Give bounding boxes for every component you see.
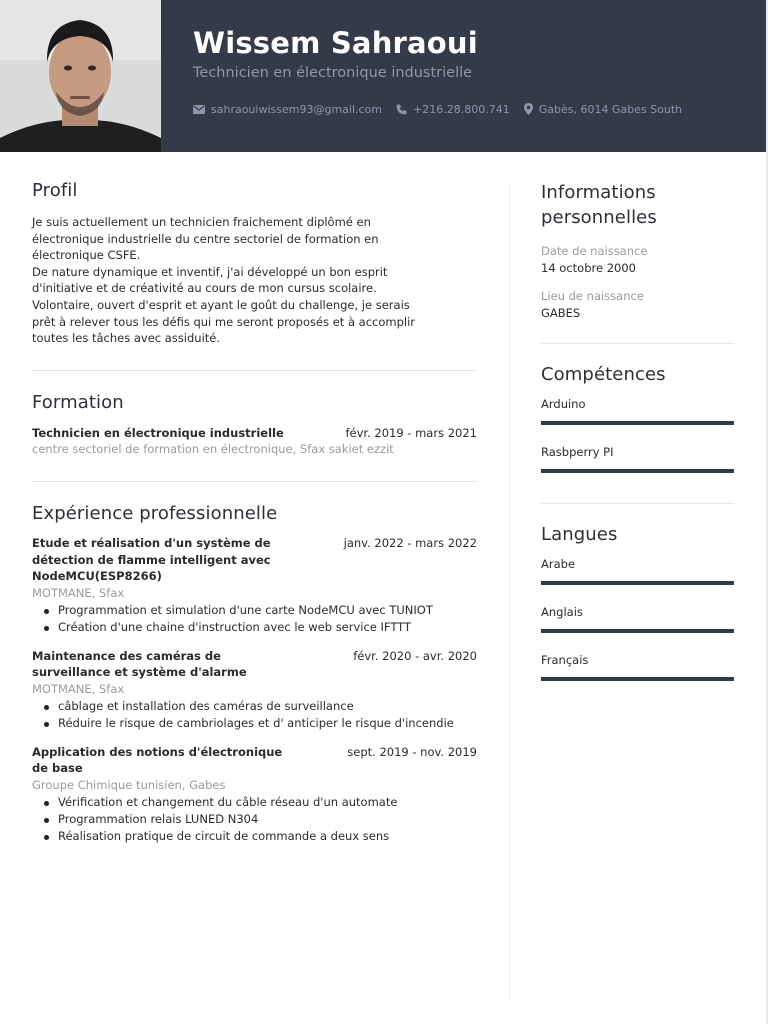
section-title-line: Informations [541,182,656,203]
language-level-bar [541,581,734,585]
entry-date: janv. 2022 - mars 2022 [343,536,477,551]
section-divider [32,481,477,482]
profil-line: d'initiative et de créativité au cours de mon cursus scolaire. [32,281,377,296]
skill-level-bar [541,469,734,473]
skill-item [541,445,734,473]
sidebar-column [541,180,734,681]
profil-line: De nature dynamique et inventif, j'ai développé un bon esprit [32,264,388,279]
section-divider [32,370,477,371]
experience-entry [32,744,477,845]
entry-title-line: surveillance et système d'alarme [32,665,247,680]
bullet-item: Réalisation pratique de circuit de commande a deux sens [32,828,477,845]
formation-entry [32,425,477,458]
entry-organization: MOTMANE, Sfax [32,681,125,696]
section-title-line: personnelles [541,207,657,228]
profil-text [32,214,477,347]
entry-header [32,425,477,442]
profil-line: électronique industrielle du centre sectoriel de formation en [32,231,379,246]
profil-line: prêt à relever tous les défis qui me seront proposés et à accomplir [32,314,416,329]
entry-title-line: Maintenance des caméras de [32,648,221,663]
bullet-item: Vérification et changement du câble réseau d'un automate [32,794,477,811]
birth-place-block [541,289,734,320]
entry-title-line: détection de flamme intelligent avec [32,552,271,567]
phone-icon [396,104,407,115]
location-contact [524,103,682,116]
birth-place-label: Lieu de naissance [541,289,644,303]
language-label: Français [541,653,589,667]
birth-date-label: Date de naissance [541,244,648,258]
location-pin-icon [524,103,533,115]
experience-entry [32,648,477,732]
section-divider [541,343,734,344]
resume-header [0,0,766,152]
section-title-experience: Expérience professionnelle [32,503,278,525]
section-title-languages: Langues [541,524,618,545]
language-item [541,653,734,681]
profil-line: Volontaire, ouvert d'esprit et ayant le goût du challenge, je serais [32,297,410,312]
entry-bullets [32,698,477,732]
bullet-item: Programmation et simulation d'une carte NodeMCU avec TUNIOT [32,602,477,619]
entry-bullets [32,602,477,636]
profil-line: Je suis actuellement un technicien fraichement diplômé en [32,215,371,229]
bullet-item: Programmation relais LUNED N304 [32,811,477,828]
language-label: Anglais [541,605,583,619]
job-title: Technicien en électronique industrielle [193,65,473,81]
language-item [541,605,734,633]
birth-place-value: GABES [541,306,581,320]
skill-label: Rasbperry PI [541,445,614,459]
phone-text: +216.28.800.741 [413,102,510,116]
entry-header [32,535,477,585]
entry-title-line: NodeMCU(ESP8266) [32,569,162,584]
entry-date: févr. 2019 - mars 2021 [345,425,477,440]
phone-contact[interactable] [396,103,510,116]
person-name: Wissem Sahraoui [193,26,478,60]
bullet-item: Création d'une chaine d'instruction avec le web service IFTTT [32,619,477,636]
bullet-item: câblage et installation des caméras de surveillance [32,698,477,715]
profil-line: électronique CSFE. [32,248,141,263]
column-divider [509,182,510,1000]
main-column [32,180,477,845]
contact-bar [193,101,696,117]
entry-title [32,648,247,681]
section-title-profil: Profil [32,180,78,201]
entry-title-line: Etude et réalisation d'un système de [32,536,271,551]
birth-date-block [541,244,734,275]
entry-date: févr. 2020 - avr. 2020 [353,648,477,663]
entry-title-line: de base [32,761,83,776]
entry-bullets [32,794,477,845]
bullet-item: Réduire le risque de cambriolages et d' anticiper le risque d'incendie [32,715,477,732]
profile-photo [0,0,161,152]
profil-line: toutes les tâches avec assiduité. [32,331,221,346]
skill-label: Arduino [541,397,586,411]
entry-header [32,744,477,777]
language-label: Arabe [541,557,576,571]
section-title-skills: Compétences [541,364,666,385]
language-level-bar [541,629,734,633]
envelope-icon [193,105,205,114]
language-level-bar [541,677,734,681]
entry-organization: MOTMANE, Sfax [32,585,125,600]
entry-title: Technicien en électronique industrielle [32,425,284,440]
email-contact[interactable] [193,103,382,116]
language-item [541,557,734,585]
entry-organization: Groupe Chimique tunisien, Gabes [32,777,226,792]
skill-item [541,397,734,425]
entry-organization: centre sectoriel de formation en électronique, Sfax sakiet ezzit [32,442,394,457]
email-text: sahraouiwissem93@gmail.com [211,102,382,116]
entry-title [32,535,271,585]
skill-level-bar [541,421,734,425]
entry-title [32,744,282,777]
experience-entry [32,535,477,636]
location-text: Gabès, 6014 Gabes South [538,102,683,116]
section-title-personal-info [541,180,734,230]
entry-header [32,648,477,681]
entry-date: sept. 2019 - nov. 2019 [347,744,477,759]
entry-title-line: Application des notions d'électronique [32,744,283,759]
section-divider [541,503,734,504]
birth-date-value: 14 octobre 2000 [541,261,636,275]
section-title-formation: Formation [32,391,124,413]
